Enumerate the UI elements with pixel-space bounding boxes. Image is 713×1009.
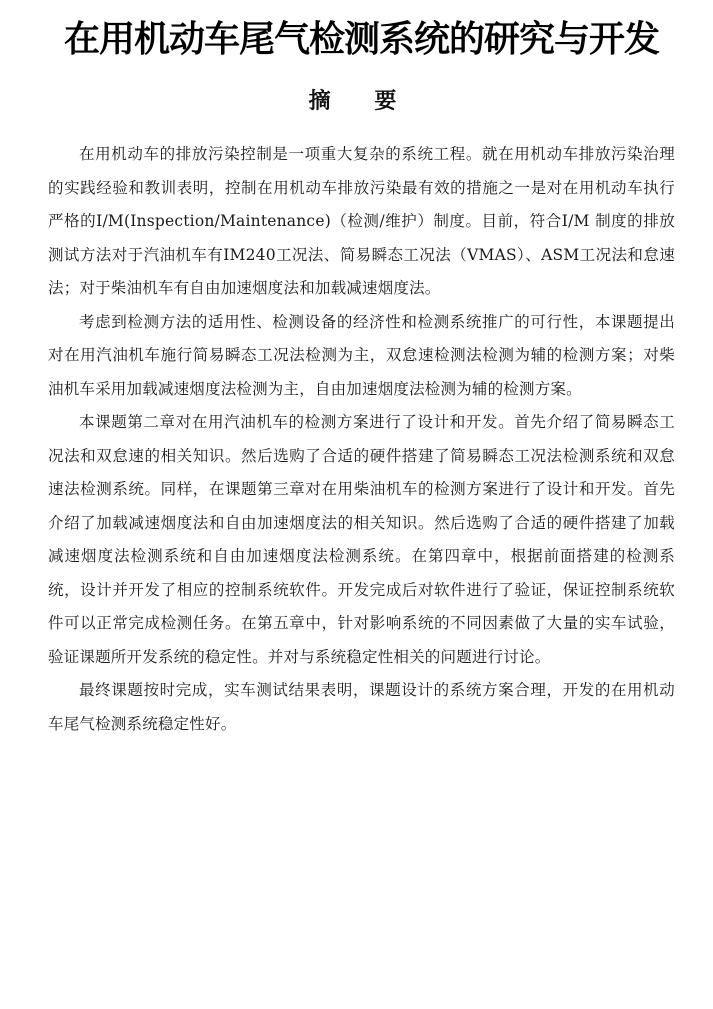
document-title: 在用机动车尾气检测系统的研究与开发 [63,19,659,60]
abstract-paragraph-3: 本课题第二章对在用汽油机车的检测方案进行了设计和开发。首先介绍了简易瞬态工况法和双怠速的相关知识。然后选购了合适的硬件搭建了简易瞬态工况法检测系统和双怠速法检测系统。同样，在课题第三章对在用柴油机车的检测方案进行了设计和开发。首先介绍了加载减速烟度法和自由加速烟度法的相关知识。然后选购了合适的硬件搭建了加载减速烟度法检测系统和自由加速烟度法检测系统。在第四章中，根据前面搭建的检测系统，设计并开发了相应的控制系统软件。开发完成后对软件进行了验证，保证控制系统软件可以正常完成检测任务。在第五章中，针对影响系统的不同因素做了大量的实车试验，验证课题所开发系统的稳定性。并对与系统稳定性相关的问题进行讨论。 [48,413,675,666]
abstract-heading: 摘 要 [308,89,415,114]
abstract-paragraph-1: 在用机动车的排放污染控制是一项重大复杂的系统工程。就在用机动车排放污染治理的实践经验和教训表明，控制在用机动车排放污染最有效的措施之一是对在用机动车执行严格的I/M(Inspection/Maintenance)（检测/维护）制度。目前，符合I/M 制度的排放测试方法对于汽油机车有IM240工况法、简易瞬态工况法（VMAS）、ASM工况法和怠速法；对于柴油机车有自由加速烟度法和加载减速烟度法。 [48,145,675,297]
abstract-paragraph-2: 考虑到检测方法的适用性、检测设备的经济性和检测系统推广的可行性，本课题提出对在用汽油机车施行简易瞬态工况法检测为主，双怠速检测法检测为辅的检测方案；对柴油机车采用加载减速烟度法检测为主，自由加速烟度法检测为辅的检测方案。 [48,312,675,398]
abstract-body [48,138,675,741]
abstract-paragraph-4: 最终课题按时完成，实车测试结果表明，课题设计的系统方案合理，开发的在用机动车尾气检测系统稳定性好。 [48,681,675,733]
